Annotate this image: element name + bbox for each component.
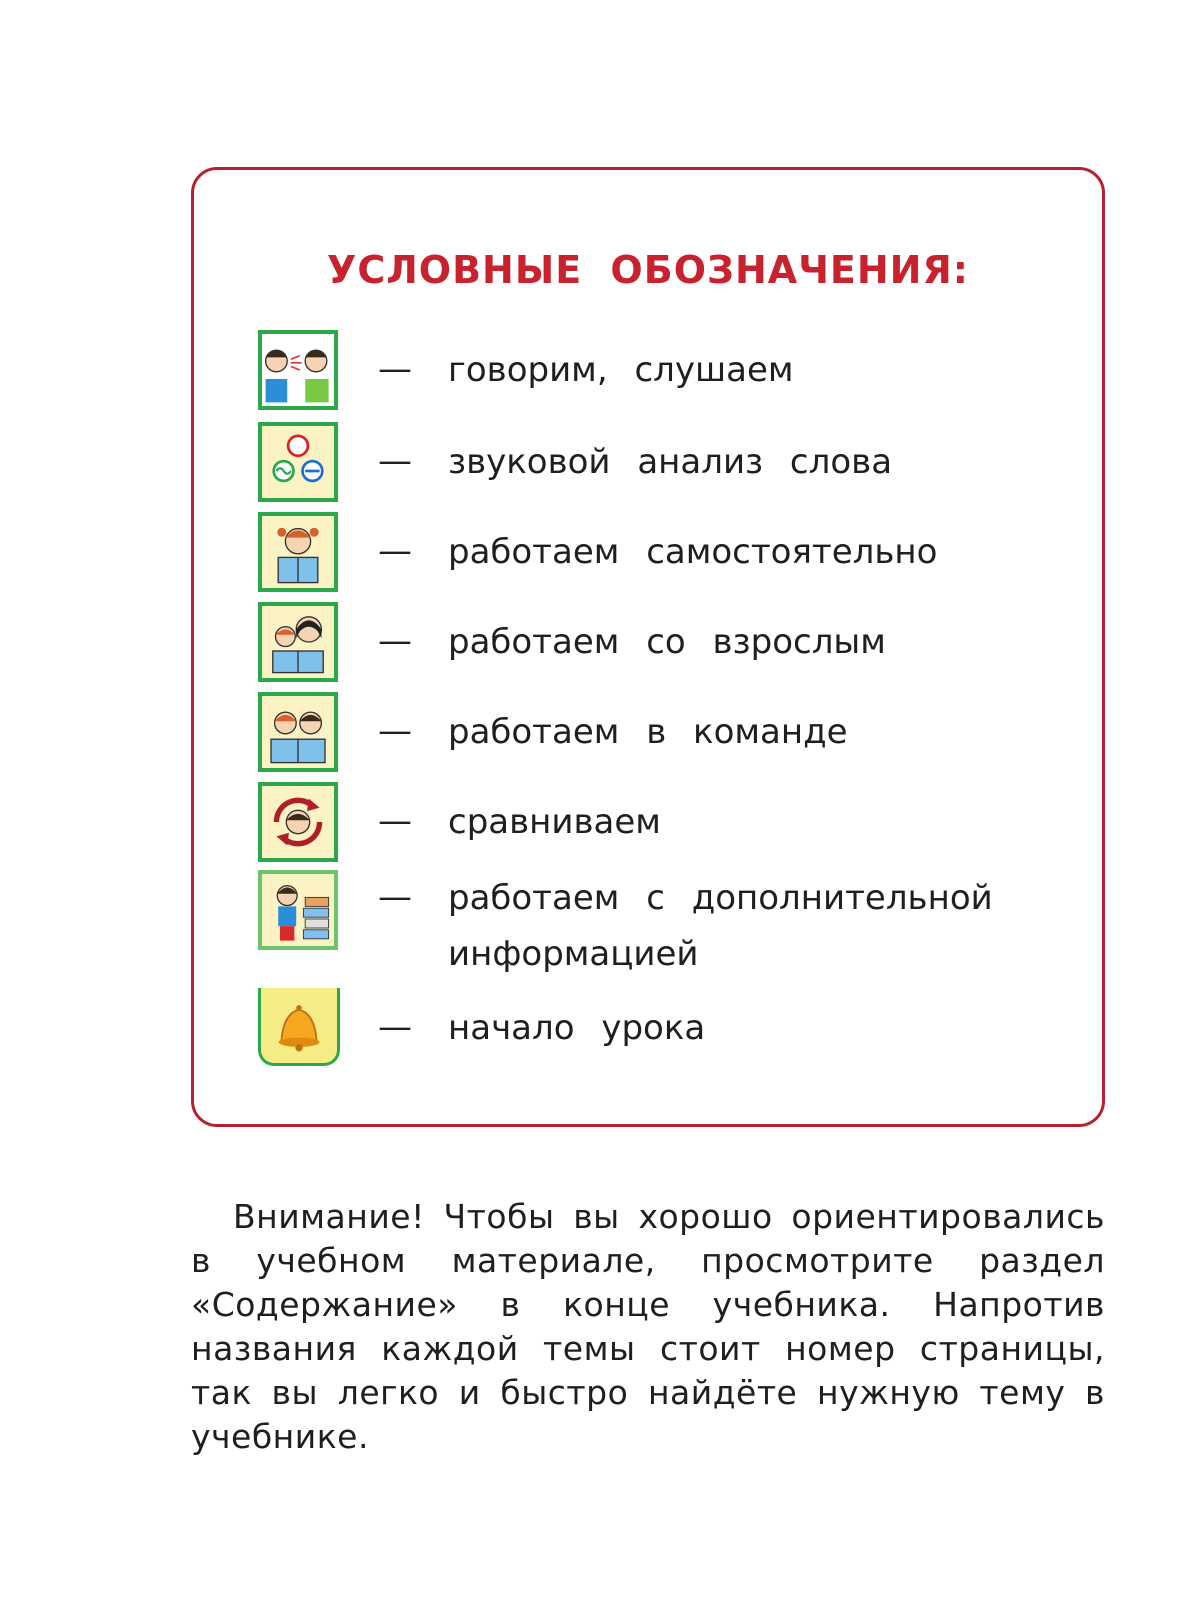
legend-dash: — bbox=[378, 711, 412, 751]
legend-label: звуковой анализ слова bbox=[448, 442, 893, 482]
legend-label: работаем с дополнительной информацией bbox=[448, 878, 993, 974]
legend-dash: — bbox=[378, 441, 412, 481]
legend-item bbox=[258, 870, 1078, 982]
legend-label: работаем со взрослым bbox=[448, 622, 886, 662]
legend-dash: — bbox=[378, 349, 412, 389]
legend-label: начало урока bbox=[448, 1008, 706, 1048]
compare-icon bbox=[258, 782, 338, 862]
speaking-listening-icon bbox=[258, 330, 338, 410]
legend-item bbox=[258, 782, 1078, 862]
attention-note: Внимание! Чтобы вы хорошо ориентировались в учебном материале, просмотрите раздел «Содержание» в конце учебника. Напротив названия каждой темы стоит номер страницы, так вы легко и быстро найдёте нужную тему в учебнике. bbox=[191, 1197, 1105, 1456]
legend-item bbox=[258, 602, 1078, 682]
legend-label: работаем в команде bbox=[448, 712, 848, 752]
legend-item bbox=[258, 692, 1078, 772]
legend-item bbox=[258, 330, 1078, 410]
legend-dash: — bbox=[378, 621, 412, 661]
legend-label: говорим, слушаем bbox=[448, 350, 794, 390]
bell-icon bbox=[258, 988, 340, 1066]
legend-label: сравниваем bbox=[448, 802, 661, 842]
teamwork-icon bbox=[258, 692, 338, 772]
legend-dash: — bbox=[378, 531, 412, 571]
legend-label: работаем самостоятельно bbox=[448, 532, 938, 572]
legend-title: УСЛОВНЫЕ ОБОЗНАЧЕНИЯ: bbox=[327, 248, 969, 292]
working-alone-icon bbox=[258, 512, 338, 592]
sound-analysis-icon bbox=[258, 422, 338, 502]
legend-item bbox=[258, 988, 1078, 1068]
extra-info-icon bbox=[258, 870, 338, 950]
legend-dash: — bbox=[378, 1007, 412, 1047]
legend-item bbox=[258, 422, 1078, 502]
legend-dash: — bbox=[378, 801, 412, 841]
working-with-adult-icon bbox=[258, 602, 338, 682]
legend-dash: — bbox=[378, 877, 412, 917]
legend-box bbox=[191, 167, 1105, 1127]
legend-item bbox=[258, 512, 1078, 592]
